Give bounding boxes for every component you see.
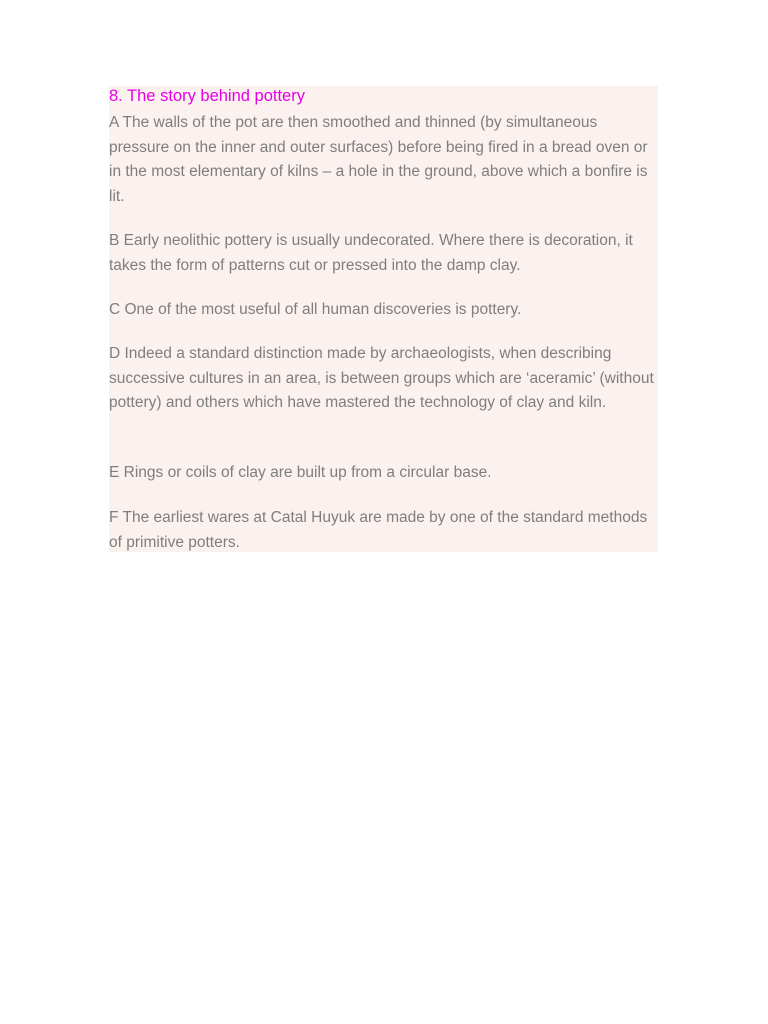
paragraph-a: A The walls of the pot are then smoothed and thinned (by simultaneous pressure on the inner and outer surfaces) before being fired in a bread oven or in the most elementary of kilns – a hole in the ground, above which a bonfire is lit. [109, 114, 648, 205]
paragraph-b: B Early neolithic pottery is usually undecorated. Where there is decoration, it takes the form of patterns cut or pressed into the damp clay. [109, 232, 633, 274]
exercise-heading: 8. The story behind pottery [109, 87, 305, 105]
paragraph-e: E Rings or coils of clay are built up from a circular base. [109, 464, 492, 481]
paragraph-f: F The earliest wares at Catal Huyuk are made by one of the standard methods of primitive potters. [109, 509, 648, 551]
paragraph-c: C One of the most useful of all human discoveries is pottery. [109, 301, 522, 318]
exercise-box [109, 86, 658, 552]
paragraph-d: D Indeed a standard distinction made by archaeologists, when describing successive cultures in an area, is between groups which are ‘aceramic’ (without pottery) and others which have mastered the technology of clay and kiln. [109, 345, 654, 411]
